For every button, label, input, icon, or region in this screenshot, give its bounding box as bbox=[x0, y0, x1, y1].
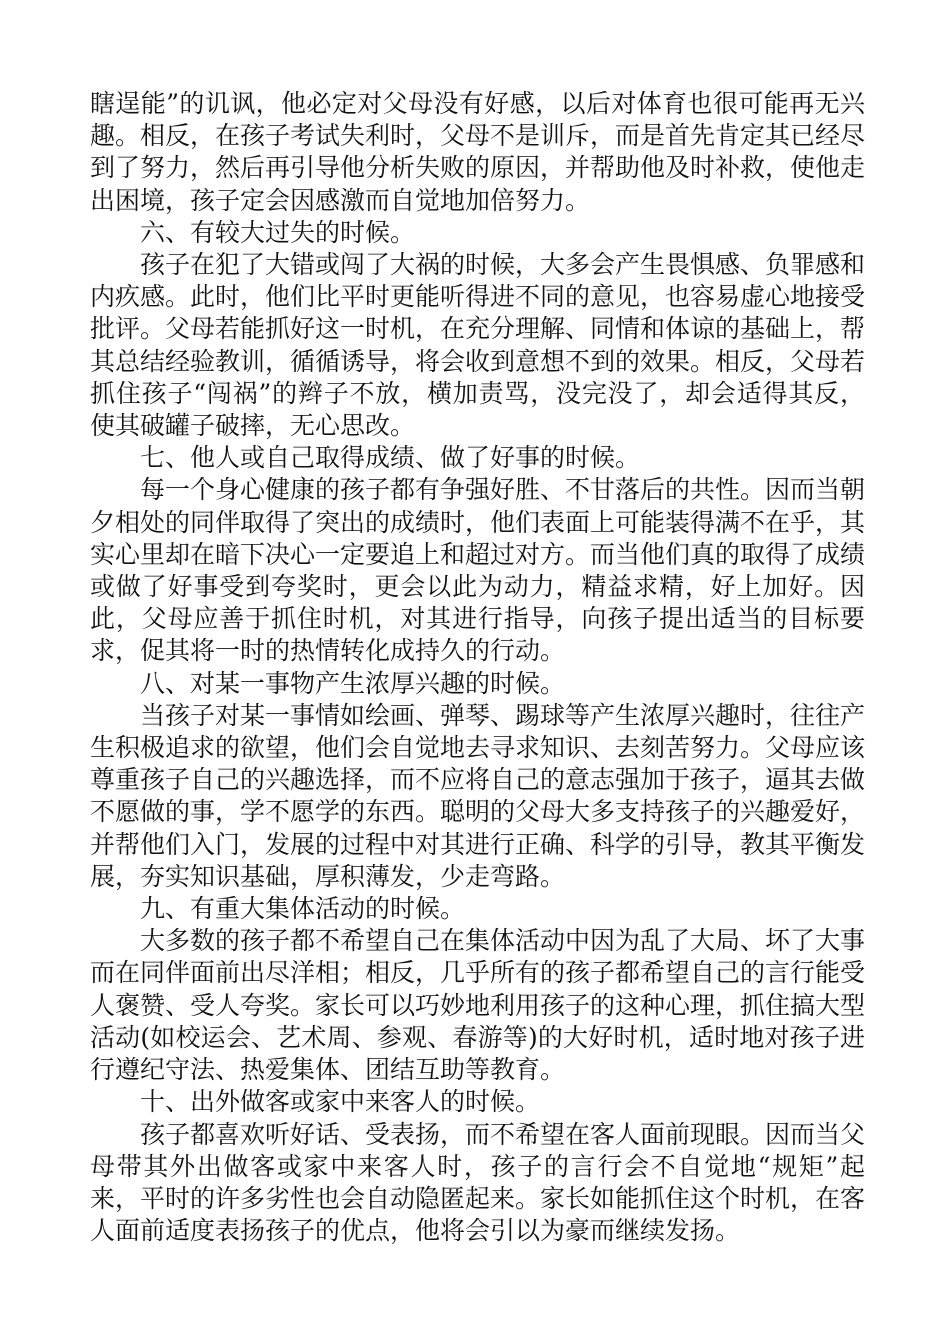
section-heading-7: 七、他人或自己取得成绩、做了好事的时候。 bbox=[140, 443, 641, 473]
section-heading-10: 十、出外做客或家中来客人的时候。 bbox=[140, 1087, 541, 1117]
paragraph-8: 当孩子对某一事情如绘画、弹琴、踢球等产生浓厚兴趣时，往往产生积极追求的欲望，他们会自觉地去寻求知识、去刻苦努力。父母应该尊重孩子自己的兴趣选择，而不应将自己的意志强加于孩子，逼其去做不愿做的事，学不愿学的东西。聪明的父母大多支持孩子的兴趣爱好，并帮他们入门，发展的过程中对其进行正确、科学的引导，教其平衡发展，夯实知识基础，厚积薄发，少走弯路。 bbox=[90, 700, 866, 891]
paragraph-7: 每一个身心健康的孩子都有争强好胜、不甘落后的共性。因而当朝夕相处的同伴取得了突出的成绩时，他们表面上可能装得满不在乎，其实心里却在暗下决心一定要追上和超过对方。而当他们真的取得了成绩或做了好事受到夸奖时，更会以此为动力，精益求精，好上加好。因此，父母应善于抓住时机，对其进行指导，向孩子提出适当的目标要求，促其将一时的热情转化成持久的行动。 bbox=[90, 475, 866, 666]
paragraph-9: 大多数的孩子都不希望自己在集体活动中因为乱了大局、坏了大事而在同伴面前出尽洋相；相反，几乎所有的孩子都希望自己的言行能受人褒赞、受人夸奖。家长可以巧妙地利用孩子的这种心理，抓住搞大型活动(如校运会、艺术周、参观、春游等)的大好时机，适时地对孩子进行遵纪守法、热爱集体、团结互助等教育。 bbox=[90, 926, 866, 1085]
paragraph-6: 孩子在犯了大错或闯了大祸的时候，大多会产生畏惧感、负罪感和内疚感。此时，他们比平时更能听得进不同的意见，也容易虚心地接受批评。父母若能抓好这一时机，在充分理解、同情和体谅的基础上，帮其总结经验教训，循循诱导，将会收到意想不到的效果。相反，父母若抓住孩子“闯祸”的辫子不放，横加责骂，没完没了，却会适得其反，使其破罐子破摔，无心思改。 bbox=[90, 250, 866, 441]
section-heading-9: 九、有重大集体活动的时候。 bbox=[140, 894, 466, 924]
paragraph-continuation: 瞎逞能”的讥讽，他必定对父母没有好感，以后对体育也很可能再无兴趣。相反，在孩子考试失利时，父母不是训斥，而是首先肯定其已经尽到了努力，然后再引导他分析失败的原因，并帮助他及时补救，使他走出困境，孩子定会因感激而自觉地加倍努力。 bbox=[90, 89, 866, 215]
paragraph-10: 孩子都喜欢听好话、受表扬，而不希望在客人面前现眼。因而当父母带其外出做客或家中来客人时，孩子的言行会不自觉地“规矩”起来，平时的许多劣性也会自动隐匿起来。家长如能抓住这个时机，在客人面前适度表扬孩子的优点，他将会引以为豪而继续发扬。 bbox=[90, 1119, 866, 1246]
section-heading-6: 六、有较大过失的时候。 bbox=[140, 217, 416, 247]
section-heading-8: 八、对某一事物产生浓厚兴趣的时候。 bbox=[140, 668, 566, 698]
document-page bbox=[90, 88, 865, 1247]
